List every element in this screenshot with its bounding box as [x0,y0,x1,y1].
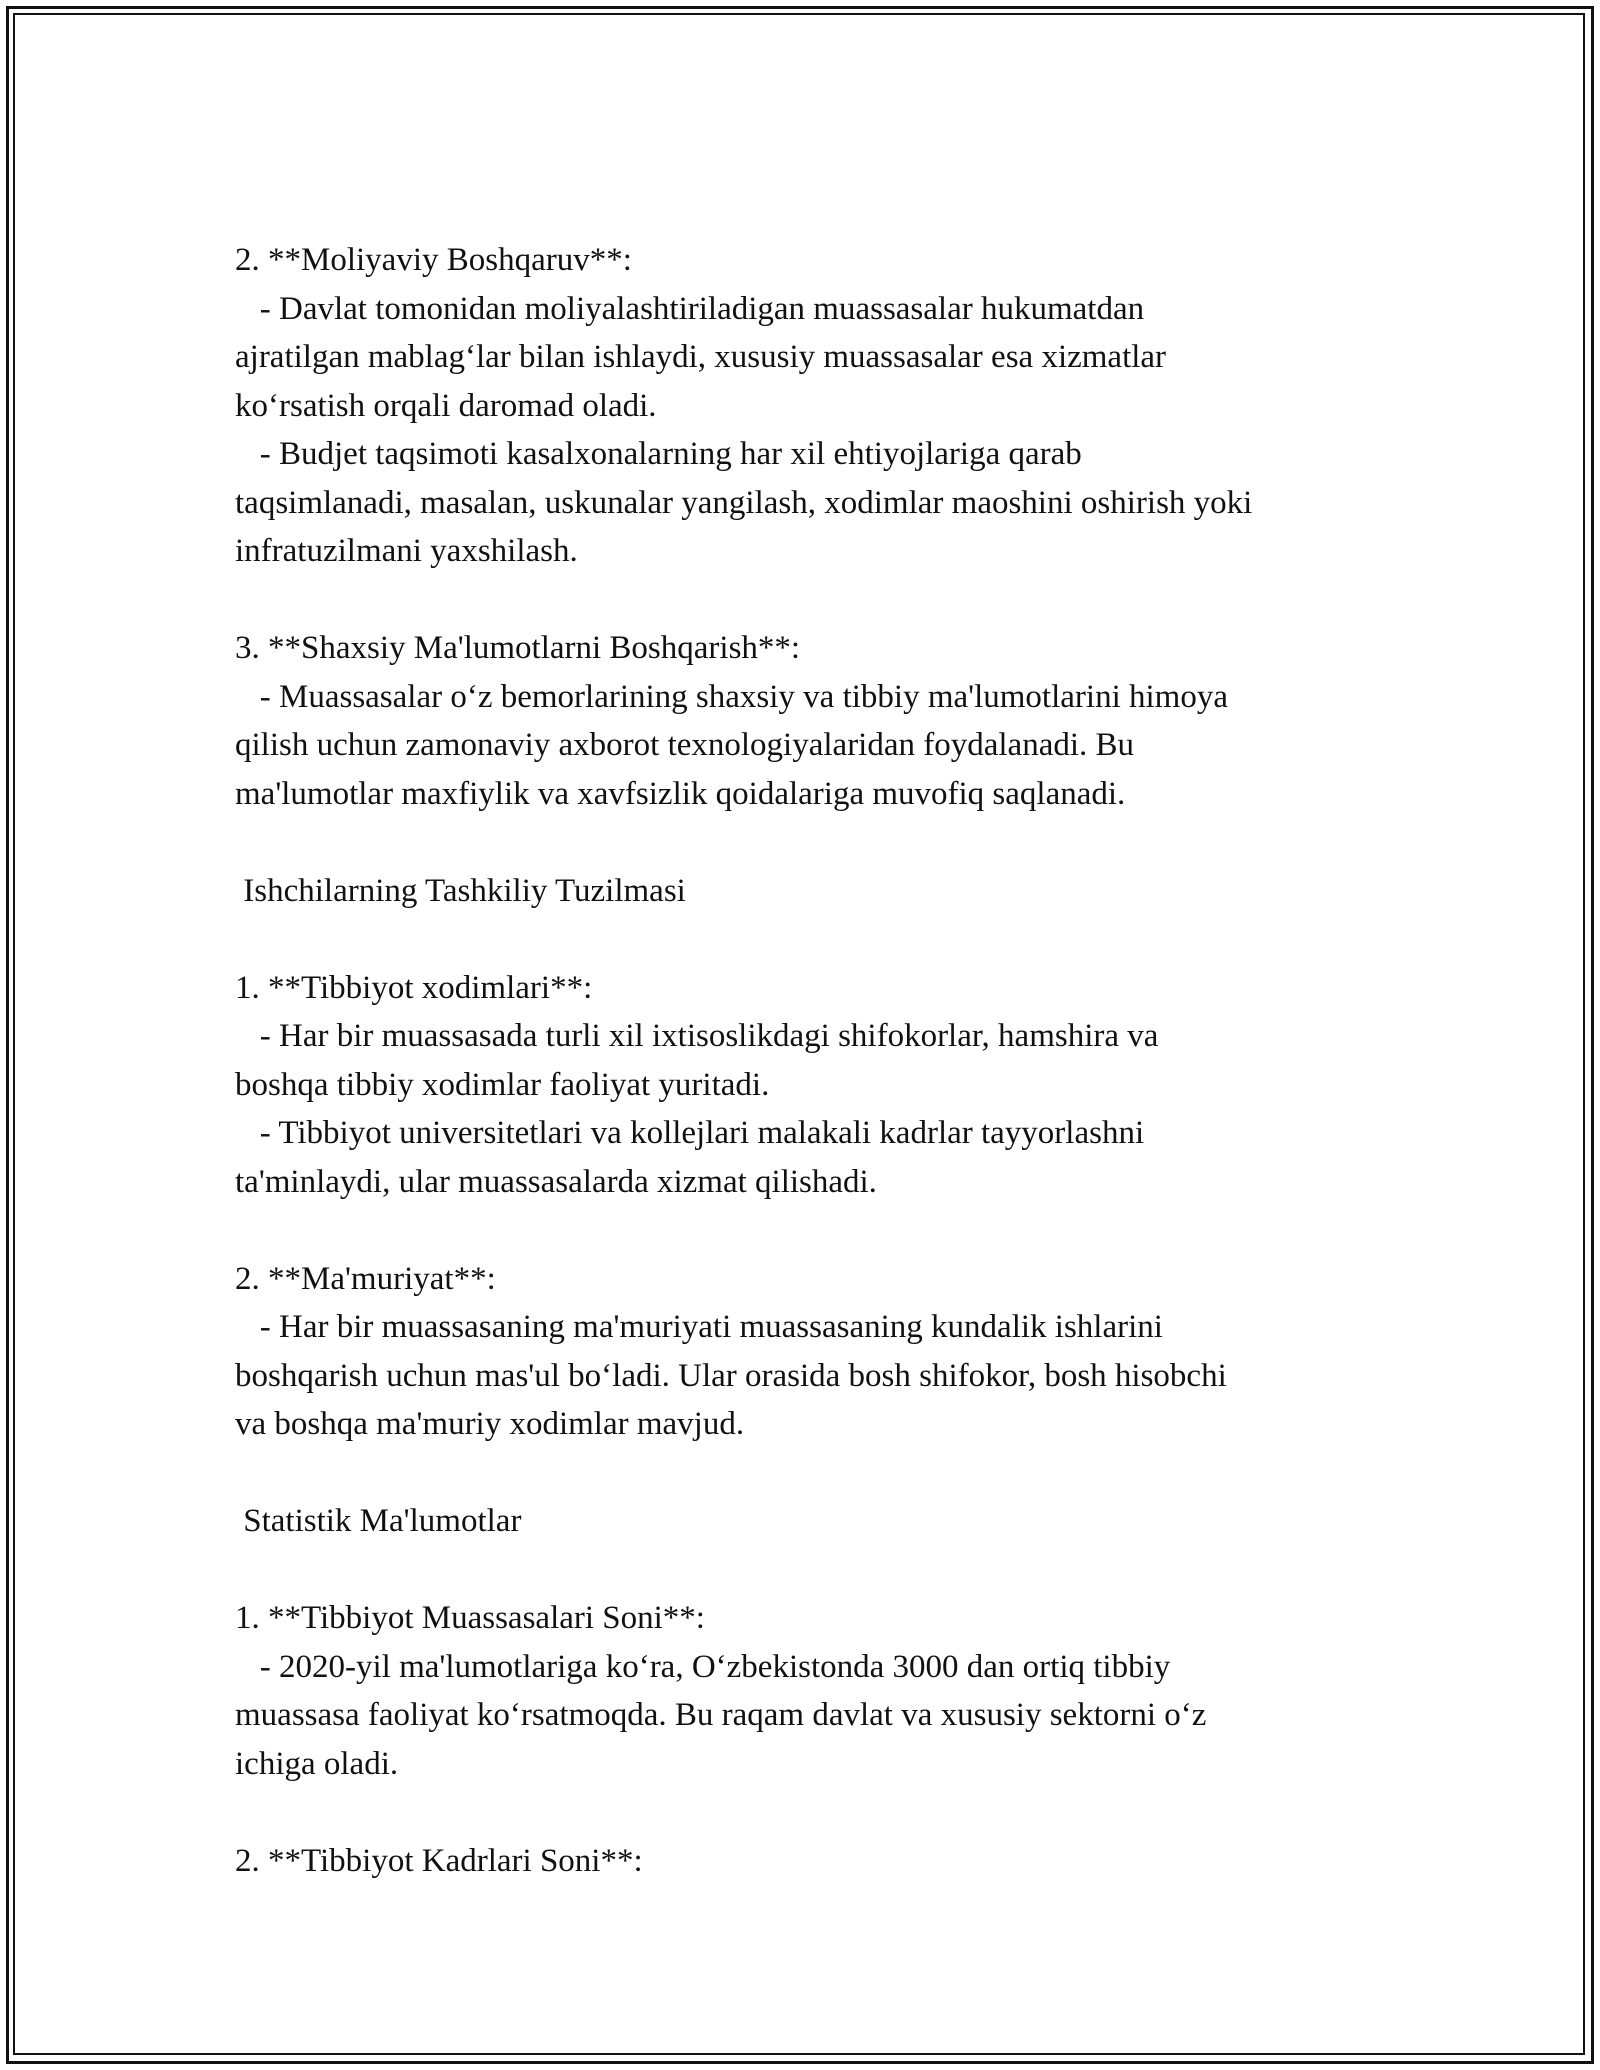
text-line: - Har bir muassasada turli xil ixtisoslikdagi shifokorlar, hamshira va [235,1018,1159,1054]
text-line: boshqarish uchun mas'ul bo‘ladi. Ular orasida bosh shifokor, bosh hisobchi [235,1357,1227,1394]
blank-line [235,1546,1385,1595]
text-line: taqsimlanadi, masalan, uskunalar yangilash, xodimlar maoshini oshirish yoki [235,484,1253,521]
text-line: Ishchilarning Tashkiliy Tuzilmasi [235,872,686,909]
text-line: - 2020-yil ma'lumotlariga ko‘ra, O‘zbekistonda 3000 dan ortiq tibbiy [235,1648,1171,1685]
text-line: 3. **Shaxsiy Ma'lumotlarni Boshqarish**: [235,630,801,666]
text-line: 2. **Tibbiyot Kadrlari Soni**: [235,1842,643,1879]
text-line: qilish uchun zamonaviy axborot texnologiyalaridan foydalanadi. Bu [235,727,1135,763]
text-line: muassasa faoliyat ko‘rsatmoqda. Bu raqam davlat va xususiy sektorni o‘z [235,1697,1207,1733]
blank-line [235,1206,1385,1255]
text-line: - Har bir muassasaning ma'muriyati muassasaning kundalik ishlarini [235,1309,1163,1345]
blank-line [235,915,1385,964]
blank-line [235,1788,1385,1837]
blank-line [235,818,1385,867]
blank-line [235,576,1385,625]
document-body [235,236,1385,1885]
text-line: Statistik Ma'lumotlar [235,1503,522,1539]
text-line: ichiga oladi. [235,1745,399,1782]
text-line: 2. **Moliyaviy Boshqaruv**: [235,242,632,278]
text-line: infratuzilmani yaxshilash. [235,533,578,569]
text-line: - Tibbiyot universitetlari va kollejlari malakali kadrlar tayyorlashni [235,1115,1145,1151]
text-line: - Davlat tomonidan moliyalashtiriladigan muassasalar hukumatdan [235,290,1145,327]
text-line: ma'lumotlar maxfiylik va xavfsizlik qoidalariga muvofiq saqlanadi. [235,775,1126,812]
text-line: 1. **Tibbiyot xodimlari**: [235,969,593,1006]
text-line: ta'minlaydi, ular muassasalarda xizmat qilishadi. [235,1163,877,1200]
text-line: ajratilgan mablag‘lar bilan ishlaydi, xususiy muassasalar esa xizmatlar [235,339,1167,375]
text-line: ko‘rsatish orqali daromad oladi. [235,387,657,424]
text-line: va boshqa ma'muriy xodimlar mavjud. [235,1406,745,1442]
text-line: 2. **Ma'muriyat**: [235,1260,496,1297]
text-line: 1. **Tibbiyot Muassasalari Soni**: [235,1600,705,1636]
text-line: - Muassasalar o‘z bemorlarining shaxsiy va tibbiy ma'lumotlarini himoya [235,678,1228,715]
blank-line [235,1449,1385,1498]
text-line: boshqa tibbiy xodimlar faoliyat yuritadi. [235,1066,770,1103]
text-line: - Budjet taqsimoti kasalxonalarning har xil ehtiyojlariga qarab [235,436,1082,472]
